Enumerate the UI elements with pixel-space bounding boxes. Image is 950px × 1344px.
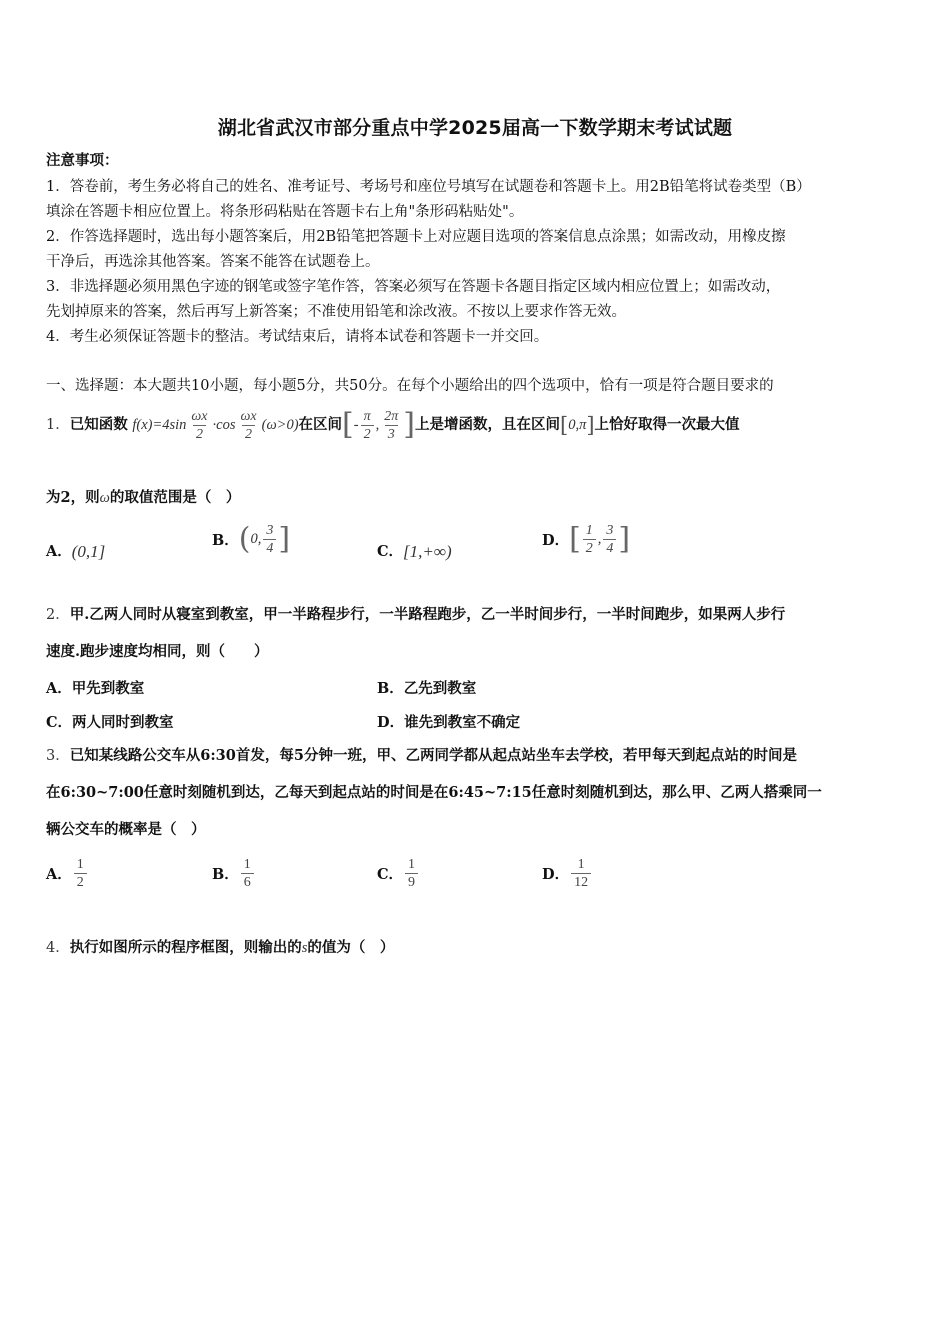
q2-option-b[interactable]: B．乙先到教室: [377, 680, 477, 697]
notice-line-3: 2．作答选择题时，选出每小题答案后，用2B铅笔把答题卡上对应题目选项的答案信息点涂黑；如需改动，用橡皮擦: [46, 229, 786, 245]
question-3-line-2: 在6:30~7:00任意时刻随机到达，乙每天到起点站的时间是在6:45~7:15任意时刻随机到达，那么甲、乙两人搭乘同一: [46, 784, 822, 801]
notice-line-7: 4．考生必须保证答题卡的整洁。考试结束后，请将本试卷和答题卡一并交回。: [46, 329, 549, 345]
section-heading: 一、选择题：本大题共10小题，每小题5分，共50分。在每个小题给出的四个选项中，恰有一项是符合题目要求的: [46, 378, 774, 394]
notice-heading: 注意事项：: [46, 152, 119, 169]
q1-option-d[interactable]: D．[ $\frac{1}{2}$ , $\frac{3}{4}$ ]: [542, 521, 631, 557]
question-3-line-3: 辆公交车的概率是（ ）: [46, 821, 206, 838]
interval-2: 0,π: [568, 417, 587, 433]
q3-option-b[interactable]: B． $\frac{1}{6}$: [212, 856, 256, 891]
q1-option-b[interactable]: B．(0, $\frac{3}{4}$ ]: [212, 521, 291, 557]
notice-line-1: 1．答卷前，考生务必将自己的姓名、准考证号、考场号和座位号填写在试题卷和答题卡上。用2B铅笔将试卷类型（B）: [46, 179, 811, 195]
question-1: 1．已知函数 f(x)=4sin $\frac{\omega x}{2}$ ·cos $\frac{\omega x}{2}$ (ω>0)在区间[- $\frac{\pi}{2}$ , $\frac{2\pi}{3}$ ]上是增函数，且在区间[0,π]上恰好取得一次最大值: [46, 404, 740, 448]
notice-line-2: 填涂在答题卡相应位置上。将条形码粘贴在答题卡右上角"条形码粘贴处"。: [46, 204, 524, 220]
q3-option-a[interactable]: A． $\frac{1}{2}$: [46, 856, 89, 891]
question-number: 1．: [46, 417, 70, 433]
q3-option-c[interactable]: C． $\frac{1}{9}$: [377, 856, 420, 891]
q2-option-a[interactable]: A．甲先到教室: [46, 680, 145, 697]
q3-option-d[interactable]: D． $\frac{1}{12}$: [542, 856, 593, 891]
q1-option-a[interactable]: A．(0,1]: [46, 542, 106, 561]
notice-line-5: 3．非选择题必须用黑色字迹的钢笔或签字笔作答，答案必须写在答题卡各题目指定区域内相应位置上；如需改动，: [46, 279, 781, 295]
exam-title: 湖北省武汉市部分重点中学2025届高一下数学期末考试试题: [217, 117, 733, 139]
function-expression: f(x)=4sin $\frac{\omega x}{2}$ ·cos $\frac{\omega x}{2}$ (ω>0): [132, 409, 299, 443]
interval-1: - $\frac{\pi}{2}$ , $\frac{2\pi}{3}$: [353, 409, 399, 443]
q2-option-d[interactable]: D．谁先到教室不确定: [377, 714, 521, 731]
notice-line-4: 干净后，再选涂其他答案。答案不能答在试题卷上。: [46, 254, 380, 270]
question-2: 2．甲.乙两人同时从寝室到教室，甲一半路程步行，一半路程跑步，乙一半时间步行，一半时间跑步，如果两人步行: [46, 606, 786, 623]
question-3: 3．已知某线路公交车从6:30首发，每5分钟一班，甲、乙两同学都从起点站坐车去学校，若甲每天到起点站的时间是: [46, 747, 797, 764]
q2-option-c[interactable]: C．两人同时到教室: [46, 714, 174, 731]
q1-option-c[interactable]: C．[1,+∞): [377, 542, 452, 561]
question-2-line-2: 速度.跑步速度均相同，则（ ）: [46, 643, 269, 660]
question-1-line-2: 为2，则ω的取值范围是（ ）: [46, 489, 241, 506]
notice-line-6: 先划掉原来的答案，然后再写上新答案；不准使用铅笔和涂改液。不按以上要求作答无效。: [46, 304, 626, 320]
question-4: 4．执行如图所示的程序框图，则输出的s的值为（ ）: [46, 939, 395, 956]
